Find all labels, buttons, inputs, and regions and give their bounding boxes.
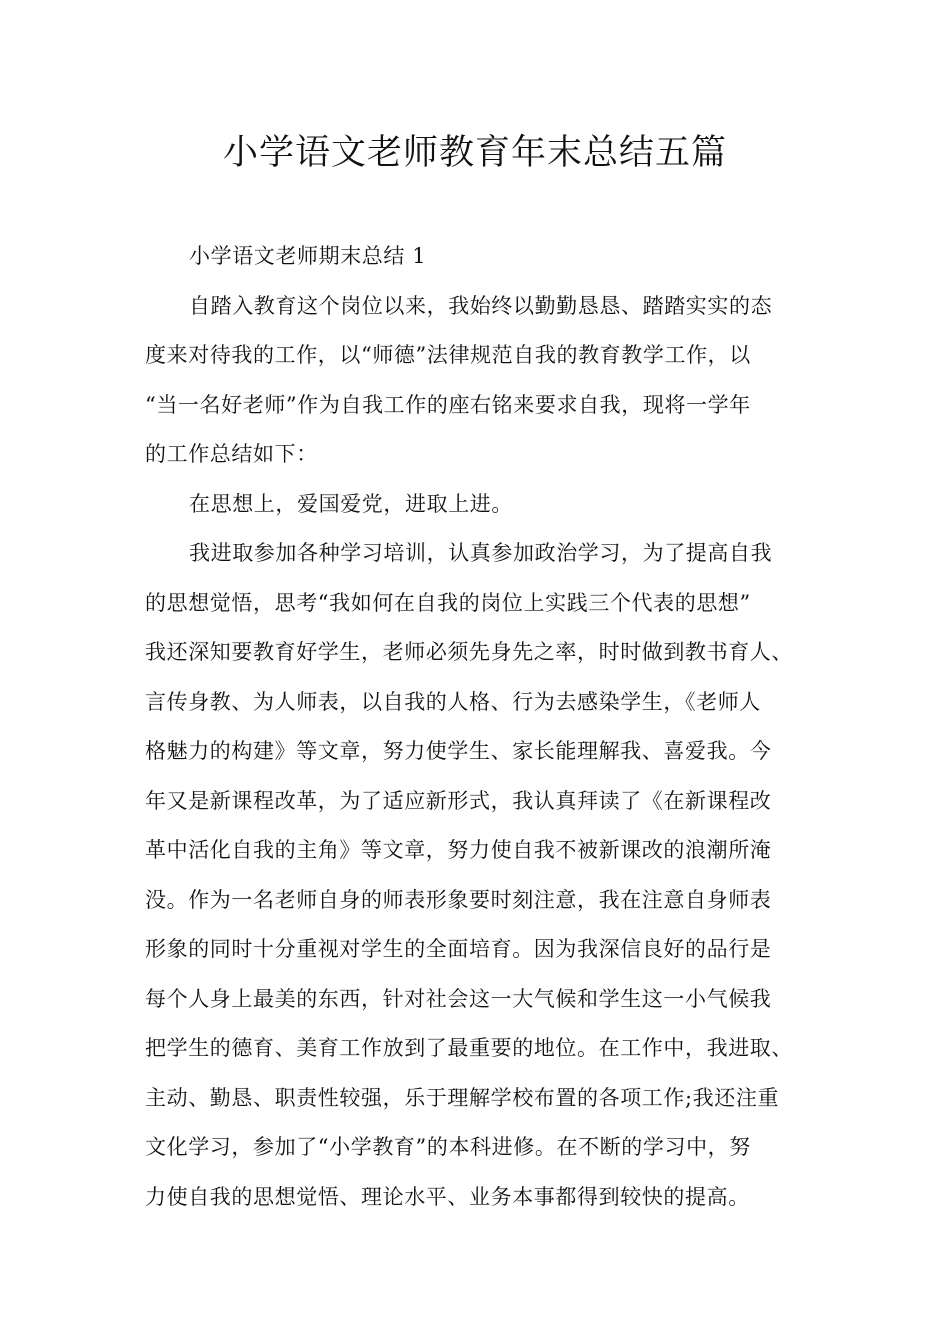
paragraph-line: 度来对待我的工作，以“师德”法律规范自我的教育教学工作，以 bbox=[145, 343, 751, 367]
paragraph-line: 我进取参加各种学习培训，认真参加政治学习，为了提高自我 bbox=[189, 541, 773, 565]
document-title: 小学语文老师教育年末总结五篇 bbox=[222, 133, 727, 173]
paragraph-line: 年又是新课程改革，为了适应新形式，我认真拜读了《在新课程改 bbox=[145, 788, 772, 813]
paragraph-line: 每个人身上最美的东西，针对社会这一大气候和学生这一小气候我 bbox=[145, 986, 772, 1011]
paragraph-line: 自踏入教育这个岗位以来，我始终以勤勤恳恳、踏踏实实的态 bbox=[189, 293, 773, 318]
paragraph-line: 言传身教、为人师表，以自我的人格、行为去感染学生，《老师人 bbox=[145, 689, 761, 714]
paragraph-line: 革中活化自我的主角》等文章，努力使自我不被新课改的浪潮所淹 bbox=[145, 838, 772, 862]
paragraph-line: 格魅力的构建》等文章，努力使学生、家长能理解我、喜爱我。今 bbox=[145, 739, 772, 763]
paragraph-line: 在思想上，爱国爱党，进取上进。 bbox=[189, 491, 513, 516]
paragraph-line: 的工作总结如下： bbox=[145, 442, 318, 466]
document-body bbox=[145, 232, 825, 1222]
paragraph-line: 主动、勤恳、职责性较强，乐于理解学校布置的各项工作;我还注重 bbox=[145, 1085, 780, 1110]
paragraph-line: “当一名好老师”作为自我工作的座右铭来要求自我，现将一学年 bbox=[145, 392, 751, 417]
paragraph-line: 我还深知要教育好学生，老师必须先身先之率，时时做到教书育人、 bbox=[145, 640, 793, 664]
paragraph-line: 没。作为一名老师自身的师表形象要时刻注意，我在注意自身师表 bbox=[145, 887, 772, 912]
paragraph-line: 把学生的德育、美育工作放到了最重要的地位。在工作中，我进取、 bbox=[145, 1036, 793, 1060]
paragraph-line: 的思想觉悟，思考“我如何在自我的岗位上实践三个代表的思想” bbox=[145, 590, 751, 615]
section-heading: 小学语文老师期末总结 1 bbox=[189, 244, 427, 268]
paragraph-line: 力使自我的思想觉悟、理论水平、业务本事都得到较快的提高。 bbox=[145, 1184, 750, 1209]
paragraph-line: 形象的同时十分重视对学生的全面培育。因为我深信良好的品行是 bbox=[145, 937, 772, 961]
paragraph-line: 文化学习，参加了“小学教育”的本科进修。在不断的学习中，努 bbox=[145, 1135, 751, 1159]
